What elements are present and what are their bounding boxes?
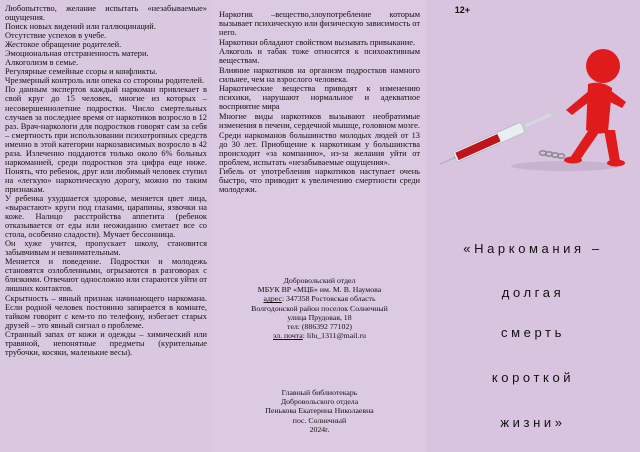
middle-panel [213, 0, 426, 452]
email-line [213, 331, 426, 340]
middle-paragraph: Гибель от употребления наркотиков наступает очень быстро, что приводит к увеличению смертности среди молодежи. [219, 167, 420, 195]
middle-paragraph: Алкоголь и табак тоже относятся к психоактивным веществам. [219, 47, 420, 66]
title-line: «Наркомания – [463, 241, 603, 256]
left-paragraph: Эмоциональная отстраненность матери. [5, 49, 149, 59]
left-paragraph: Он хуже учится, пропускает школу, становится забывчивым и невнимательным. [5, 239, 207, 258]
left-paragraph: Странный запах от кожи и одежды – химический или травяной, непонятные предметы (курительные трубочки, косяки, маленькие весы). [5, 329, 207, 357]
credit-place: пос. Солнечный [292, 415, 347, 425]
credit-name: Пенькова Екатерина Николаевна [265, 406, 374, 416]
credit-role: Главный библиотекарь [281, 388, 358, 397]
shadow-shape [511, 161, 619, 171]
org-name: МБУК ВР «МЦБ» им. М. В. Наумова [257, 285, 382, 295]
chained-figure-syringe-illustration [440, 40, 630, 210]
email-label: эл. почта [273, 331, 303, 341]
left-paragraph: Меняется и поведение. Подростки и молодежь становятся озлобленными, огрызаются в разговорах с близкими. Отвечают односложно или стараются уйти от лишних контактов. [5, 257, 207, 294]
left-paragraph: Чрезмерный контроль или опека со стороны родителей. [5, 76, 205, 86]
address-line: Волгодонской район поселок Солнечный [251, 303, 388, 313]
email-value: : lilu_1311@mail.ru [302, 331, 366, 341]
middle-paragraph: Наркотик –вещество,злоупотребление которым вызывает психическую или физическую зависимость от него. [219, 10, 420, 38]
middle-paragraph: Влияние наркотиков на организм подростков намного сильнее, чем на взрослого человека. [219, 65, 420, 84]
credit-block [213, 388, 426, 434]
middle-paragraph: Наркотики обладают свойством вызывать привыкание. [219, 37, 416, 47]
age-rating-badge: 12+ [454, 5, 470, 15]
address-line: улица Прудовая, 18 [287, 312, 352, 322]
contact-block [213, 276, 426, 340]
left-paragraph: Алкоголизм в семье. [5, 58, 79, 68]
left-paragraph: У ребенка ухудшается здоровье, меняется цвет лица, «вырастают» круги под глазами, царапины, язвочки на коже. Налицо расстройства аппетита (ребенок отказывается от еды или неожиданно сметает все со стола, особенно сладости). Мучает бессонница. [5, 193, 207, 240]
phone-line: тел: (886392 77102) [287, 322, 352, 332]
left-paragraph: По данным экспертов каждый наркоман привлекает в свой круг до 15 человек, многие из которых – несовершеннолетние подростки. Число смертельных случаев за последнее время от наркотиков возросло в 12 раз. Врач-наркологи для подростков говорят сам за себя – смертность при использовании психотропных средств именно в этой категории наркозависимых возросло в 42 раза. Излеченно поддаются только около 6% больных наркоманией, среди подростков эта цифра еще ниже. Понять, что ребенок, друг или любимый человек ступил на «легкую» наркотическую дорогу, можно по таким признакам. [5, 85, 207, 194]
left-paragraph: Регулярные семейные ссоры и конфликты. [5, 67, 158, 77]
address-line [213, 294, 426, 303]
left-paragraph: Поиск новых видений или галлюцинаций. [5, 22, 156, 32]
credit-dept: Добровольского отдела [280, 397, 359, 407]
middle-paragraph: Среди наркоманов большинство молодых людей от 13 до 30 лет. Приобщение к наркотикам у большинства происходит «за компанию», из-за желания уйти от проблем, испытать «незабываемые ощущения». [219, 130, 420, 167]
red-figure-icon [564, 49, 626, 167]
address-label: адрес [263, 294, 282, 304]
address-value: : 347358 Ростовская область [281, 294, 376, 304]
left-paragraph: Скрытность – явный признак начинающего наркомана. Если родной человек постоянно запирается в комнате, тайком говорит с кем-то по телефону, избегает старых друзей – это явный сигнал о проблеме. [5, 293, 207, 330]
title-line: долгая [501, 285, 565, 300]
chain-icon [540, 151, 565, 158]
left-paragraph: Отсутствие успехов в учебе. [5, 31, 107, 41]
title-line: смерть [501, 325, 565, 340]
title-line: короткой [491, 370, 575, 385]
org-name: Добровольский отдел [283, 276, 356, 285]
middle-paragraph: Многие виды наркотиков вызывают необратимые изменения в печени, сердечной мышце, головном мозге. [219, 112, 420, 131]
left-paragraph: Жестокое обращение родителей. [5, 40, 122, 50]
title-line: жизни» [500, 415, 566, 430]
left-paragraph: Любопытство, желание испытать «незабываемые» ощущения. [5, 4, 207, 23]
left-panel [0, 0, 213, 452]
credit-year: 2024г. [309, 424, 330, 434]
middle-paragraph: Наркотические вещества приводят к изменению психики, нарушают нормальное и адекватное восприятие мира [219, 84, 420, 112]
